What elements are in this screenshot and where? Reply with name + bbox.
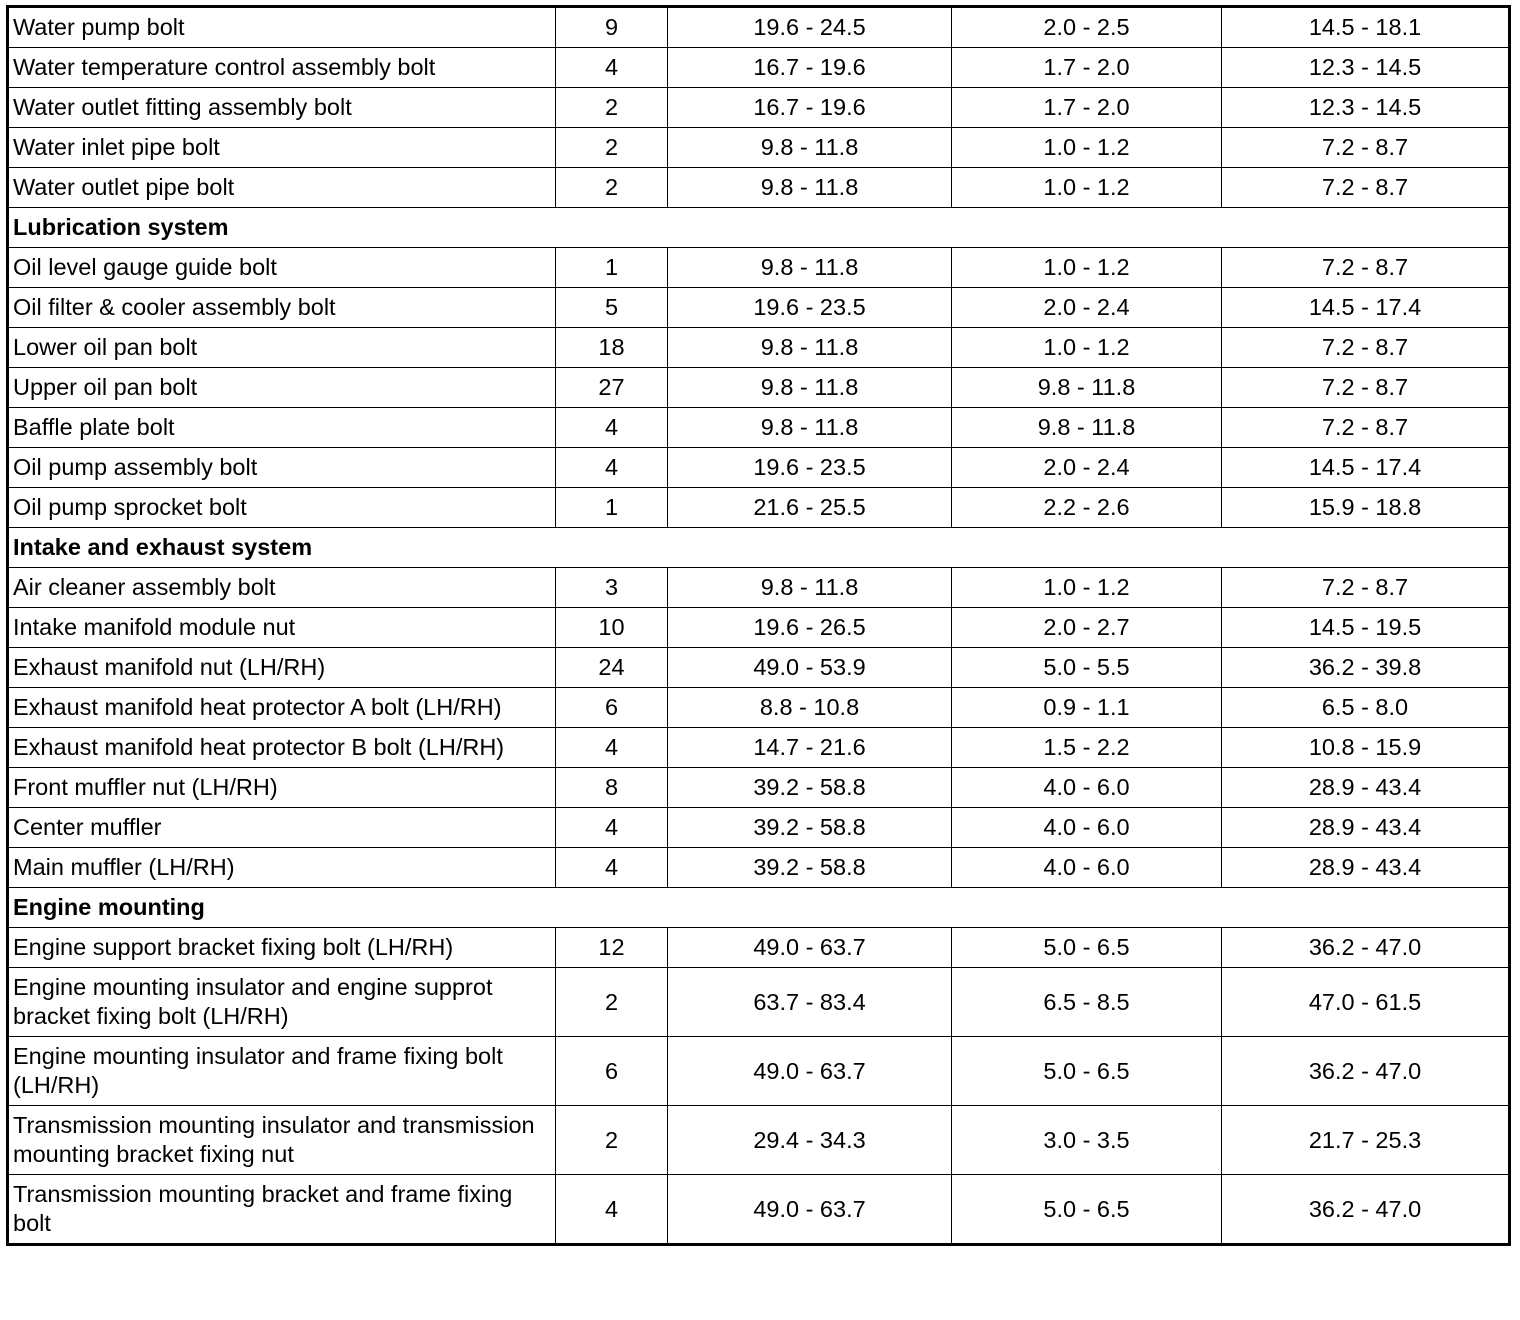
- torque-kgfm-cell: 1.0 - 1.2: [952, 128, 1222, 168]
- torque-kgfm-cell: 3.0 - 3.5: [952, 1106, 1222, 1175]
- torque-nm-cell: 9.8 - 11.8: [668, 568, 952, 608]
- table-row: [8, 448, 1510, 488]
- torque-lbfft-cell: 36.2 - 47.0: [1222, 1037, 1510, 1106]
- torque-nm-cell: 8.8 - 10.8: [668, 688, 952, 728]
- torque-nm-cell: 49.0 - 53.9: [668, 648, 952, 688]
- torque-lbfft-cell: 7.2 - 8.7: [1222, 328, 1510, 368]
- section-header-row: [8, 528, 1510, 568]
- table-row: [8, 728, 1510, 768]
- torque-lbfft-cell: 36.2 - 39.8: [1222, 648, 1510, 688]
- quantity-cell: 5: [556, 288, 668, 328]
- table-row: [8, 88, 1510, 128]
- torque-kgfm-cell: 1.7 - 2.0: [952, 48, 1222, 88]
- quantity-cell: 4: [556, 1175, 668, 1245]
- torque-kgfm-cell: 5.0 - 6.5: [952, 1175, 1222, 1245]
- part-name-cell: Exhaust manifold heat protector B bolt (LH/RH): [8, 728, 556, 768]
- torque-lbfft-cell: 28.9 - 43.4: [1222, 848, 1510, 888]
- table-row: [8, 768, 1510, 808]
- quantity-cell: 2: [556, 1106, 668, 1175]
- torque-nm-cell: 16.7 - 19.6: [668, 88, 952, 128]
- section-header-row: [8, 208, 1510, 248]
- quantity-cell: 8: [556, 768, 668, 808]
- torque-lbfft-cell: 7.2 - 8.7: [1222, 128, 1510, 168]
- torque-spec-table: [6, 5, 1511, 1246]
- torque-lbfft-cell: 7.2 - 8.7: [1222, 568, 1510, 608]
- torque-kgfm-cell: 4.0 - 6.0: [952, 808, 1222, 848]
- torque-lbfft-cell: 12.3 - 14.5: [1222, 88, 1510, 128]
- torque-kgfm-cell: 4.0 - 6.0: [952, 848, 1222, 888]
- table-row: [8, 968, 1510, 1037]
- torque-lbfft-cell: 6.5 - 8.0: [1222, 688, 1510, 728]
- section-header-row: [8, 888, 1510, 928]
- part-name-cell: Water inlet pipe bolt: [8, 128, 556, 168]
- torque-lbfft-cell: 7.2 - 8.7: [1222, 408, 1510, 448]
- torque-lbfft-cell: 14.5 - 18.1: [1222, 7, 1510, 48]
- torque-lbfft-cell: 14.5 - 17.4: [1222, 288, 1510, 328]
- part-name-cell: Oil filter & cooler assembly bolt: [8, 288, 556, 328]
- table-row: [8, 288, 1510, 328]
- torque-lbfft-cell: 15.9 - 18.8: [1222, 488, 1510, 528]
- torque-lbfft-cell: 36.2 - 47.0: [1222, 928, 1510, 968]
- torque-lbfft-cell: 10.8 - 15.9: [1222, 728, 1510, 768]
- torque-kgfm-cell: 2.0 - 2.5: [952, 7, 1222, 48]
- torque-lbfft-cell: 12.3 - 14.5: [1222, 48, 1510, 88]
- torque-lbfft-cell: 14.5 - 17.4: [1222, 448, 1510, 488]
- torque-lbfft-cell: 28.9 - 43.4: [1222, 768, 1510, 808]
- torque-nm-cell: 19.6 - 23.5: [668, 288, 952, 328]
- torque-kgfm-cell: 1.0 - 1.2: [952, 248, 1222, 288]
- quantity-cell: 6: [556, 1037, 668, 1106]
- torque-nm-cell: 9.8 - 11.8: [668, 328, 952, 368]
- torque-nm-cell: 49.0 - 63.7: [668, 1037, 952, 1106]
- torque-kgfm-cell: 2.2 - 2.6: [952, 488, 1222, 528]
- quantity-cell: 4: [556, 48, 668, 88]
- torque-kgfm-cell: 5.0 - 6.5: [952, 1037, 1222, 1106]
- torque-nm-cell: 39.2 - 58.8: [668, 848, 952, 888]
- table-row: [8, 128, 1510, 168]
- table-row: [8, 248, 1510, 288]
- torque-kgfm-cell: 1.7 - 2.0: [952, 88, 1222, 128]
- quantity-cell: 1: [556, 248, 668, 288]
- section-title: Lubrication system: [8, 208, 1510, 248]
- torque-lbfft-cell: 14.5 - 19.5: [1222, 608, 1510, 648]
- quantity-cell: 4: [556, 408, 668, 448]
- table-row: [8, 368, 1510, 408]
- table-row: [8, 568, 1510, 608]
- part-name-cell: Transmission mounting insulator and transmission mounting bracket fixing nut: [8, 1106, 556, 1175]
- quantity-cell: 18: [556, 328, 668, 368]
- torque-lbfft-cell: 21.7 - 25.3: [1222, 1106, 1510, 1175]
- torque-kgfm-cell: 6.5 - 8.5: [952, 968, 1222, 1037]
- torque-nm-cell: 19.6 - 23.5: [668, 448, 952, 488]
- table-row: [8, 168, 1510, 208]
- section-title: Intake and exhaust system: [8, 528, 1510, 568]
- torque-nm-cell: 16.7 - 19.6: [668, 48, 952, 88]
- torque-kgfm-cell: 0.9 - 1.1: [952, 688, 1222, 728]
- table-row: [8, 608, 1510, 648]
- quantity-cell: 4: [556, 728, 668, 768]
- quantity-cell: 4: [556, 848, 668, 888]
- torque-kgfm-cell: 5.0 - 5.5: [952, 648, 1222, 688]
- table-row: [8, 1106, 1510, 1175]
- torque-nm-cell: 9.8 - 11.8: [668, 368, 952, 408]
- table-row: [8, 1175, 1510, 1245]
- torque-nm-cell: 49.0 - 63.7: [668, 1175, 952, 1245]
- part-name-cell: Engine mounting insulator and engine supprot bracket fixing bolt (LH/RH): [8, 968, 556, 1037]
- table-row: [8, 688, 1510, 728]
- torque-kgfm-cell: 2.0 - 2.4: [952, 288, 1222, 328]
- part-name-cell: Oil level gauge guide bolt: [8, 248, 556, 288]
- quantity-cell: 2: [556, 88, 668, 128]
- quantity-cell: 24: [556, 648, 668, 688]
- torque-kgfm-cell: 1.0 - 1.2: [952, 328, 1222, 368]
- quantity-cell: 9: [556, 7, 668, 48]
- torque-nm-cell: 19.6 - 26.5: [668, 608, 952, 648]
- part-name-cell: Water outlet fitting assembly bolt: [8, 88, 556, 128]
- torque-kgfm-cell: 9.8 - 11.8: [952, 368, 1222, 408]
- part-name-cell: Center muffler: [8, 808, 556, 848]
- part-name-cell: Engine mounting insulator and frame fixing bolt (LH/RH): [8, 1037, 556, 1106]
- part-name-cell: Main muffler (LH/RH): [8, 848, 556, 888]
- torque-lbfft-cell: 7.2 - 8.7: [1222, 368, 1510, 408]
- quantity-cell: 4: [556, 448, 668, 488]
- table-row: [8, 848, 1510, 888]
- quantity-cell: 10: [556, 608, 668, 648]
- table-row: [8, 648, 1510, 688]
- table-row: [8, 48, 1510, 88]
- part-name-cell: Upper oil pan bolt: [8, 368, 556, 408]
- torque-kgfm-cell: 9.8 - 11.8: [952, 408, 1222, 448]
- table-row: [8, 408, 1510, 448]
- part-name-cell: Intake manifold module nut: [8, 608, 556, 648]
- torque-kgfm-cell: 5.0 - 6.5: [952, 928, 1222, 968]
- torque-nm-cell: 9.8 - 11.8: [668, 128, 952, 168]
- torque-nm-cell: 9.8 - 11.8: [668, 408, 952, 448]
- table-body: [8, 7, 1510, 1245]
- torque-kgfm-cell: 2.0 - 2.4: [952, 448, 1222, 488]
- quantity-cell: 4: [556, 808, 668, 848]
- torque-lbfft-cell: 7.2 - 8.7: [1222, 248, 1510, 288]
- part-name-cell: Baffle plate bolt: [8, 408, 556, 448]
- table-row: [8, 328, 1510, 368]
- section-title: Engine mounting: [8, 888, 1510, 928]
- part-name-cell: Water pump bolt: [8, 7, 556, 48]
- torque-nm-cell: 21.6 - 25.5: [668, 488, 952, 528]
- quantity-cell: 12: [556, 928, 668, 968]
- torque-nm-cell: 14.7 - 21.6: [668, 728, 952, 768]
- part-name-cell: Water outlet pipe bolt: [8, 168, 556, 208]
- part-name-cell: Air cleaner assembly bolt: [8, 568, 556, 608]
- table-row: [8, 488, 1510, 528]
- quantity-cell: 3: [556, 568, 668, 608]
- quantity-cell: 2: [556, 168, 668, 208]
- part-name-cell: Transmission mounting bracket and frame fixing bolt: [8, 1175, 556, 1245]
- part-name-cell: Front muffler nut (LH/RH): [8, 768, 556, 808]
- quantity-cell: 2: [556, 968, 668, 1037]
- part-name-cell: Lower oil pan bolt: [8, 328, 556, 368]
- quantity-cell: 2: [556, 128, 668, 168]
- table-row: [8, 928, 1510, 968]
- torque-nm-cell: 39.2 - 58.8: [668, 808, 952, 848]
- part-name-cell: Exhaust manifold nut (LH/RH): [8, 648, 556, 688]
- torque-nm-cell: 49.0 - 63.7: [668, 928, 952, 968]
- torque-nm-cell: 9.8 - 11.8: [668, 248, 952, 288]
- quantity-cell: 6: [556, 688, 668, 728]
- quantity-cell: 27: [556, 368, 668, 408]
- torque-kgfm-cell: 4.0 - 6.0: [952, 768, 1222, 808]
- torque-nm-cell: 19.6 - 24.5: [668, 7, 952, 48]
- part-name-cell: Exhaust manifold heat protector A bolt (LH/RH): [8, 688, 556, 728]
- part-name-cell: Oil pump assembly bolt: [8, 448, 556, 488]
- torque-lbfft-cell: 28.9 - 43.4: [1222, 808, 1510, 848]
- table-row: [8, 7, 1510, 48]
- torque-kgfm-cell: 1.5 - 2.2: [952, 728, 1222, 768]
- part-name-cell: Engine support bracket fixing bolt (LH/RH): [8, 928, 556, 968]
- table-row: [8, 808, 1510, 848]
- torque-nm-cell: 39.2 - 58.8: [668, 768, 952, 808]
- torque-kgfm-cell: 1.0 - 1.2: [952, 568, 1222, 608]
- part-name-cell: Oil pump sprocket bolt: [8, 488, 556, 528]
- torque-nm-cell: 29.4 - 34.3: [668, 1106, 952, 1175]
- part-name-cell: Water temperature control assembly bolt: [8, 48, 556, 88]
- torque-lbfft-cell: 47.0 - 61.5: [1222, 968, 1510, 1037]
- torque-lbfft-cell: 7.2 - 8.7: [1222, 168, 1510, 208]
- table-row: [8, 1037, 1510, 1106]
- torque-lbfft-cell: 36.2 - 47.0: [1222, 1175, 1510, 1245]
- torque-nm-cell: 63.7 - 83.4: [668, 968, 952, 1037]
- torque-kgfm-cell: 1.0 - 1.2: [952, 168, 1222, 208]
- torque-kgfm-cell: 2.0 - 2.7: [952, 608, 1222, 648]
- torque-nm-cell: 9.8 - 11.8: [668, 168, 952, 208]
- quantity-cell: 1: [556, 488, 668, 528]
